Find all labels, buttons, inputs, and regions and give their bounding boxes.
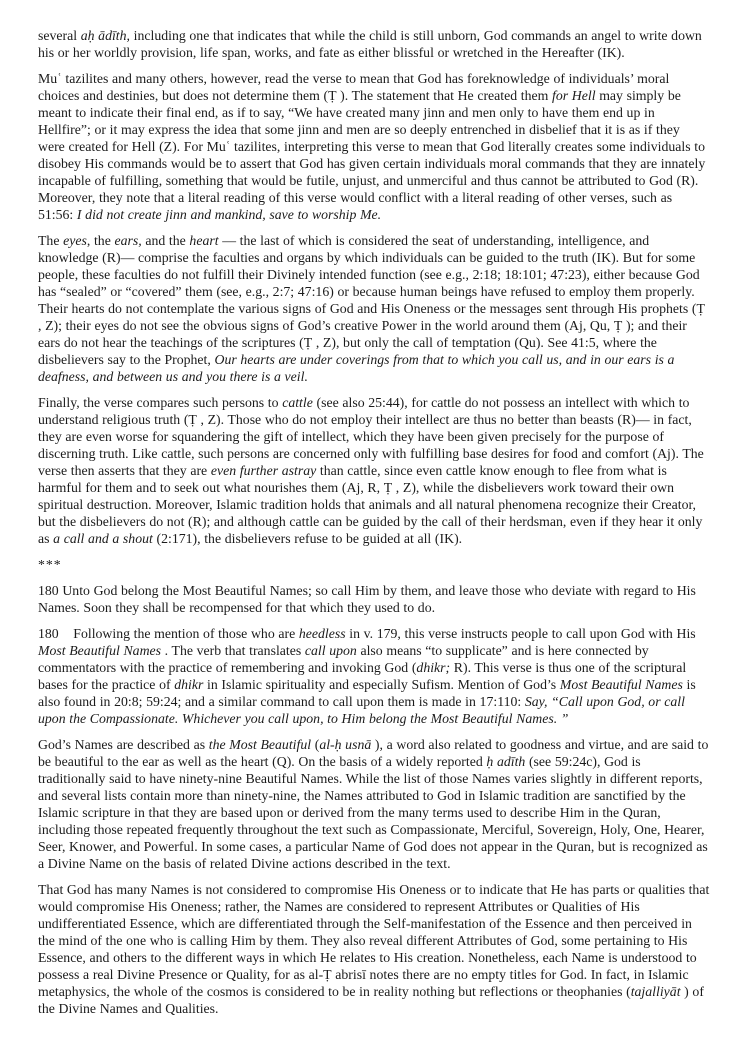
text-run: ) of the Divine Names and Qualities. (38, 984, 704, 1016)
italic-text-run: heedless (298, 626, 346, 641)
italic-text-run: call upon (304, 643, 357, 658)
text-run: in v. 179, this verse instructs people to call upon God with His (345, 626, 696, 641)
text-run: Finally, the verse compares such persons to (38, 395, 283, 410)
text-run: may simply be meant to indicate their final end, as if to say, “We have created many jinn and men only to have them end up in Hellfire”; or it may express the idea that some jinn and men are so deeply entrenched in disbelief that it is as if they were created for Hell (Z). For Muʿ tazilites, interpreting this verse to mean that God literally creates some individuals to disobey His commands would be to assert that God has given certain individuals moral commands that they are innately incapable of fulfilling, something that would be futile, unjust, and unmerciful and thus cannot be attributed to God (R). Moreover, they note that a literal reading of this verse would conflict with a literal reading of other verses, such as 51:56: (38, 88, 706, 222)
commentary-180 (38, 625, 710, 727)
document-content (38, 27, 710, 1017)
text-run: That God has many Names is not considered to compromise His Oneness or to indicate that He has parts or qualities that would compromise His Oneness; rather, the Names are considered to represent Attributes or Qualities of His undifferentiated Essence, which are differentiated through the Self-manifestation of the Essence and then perceived in the mind of the one who is calling Him by them. They also reveal different Attributes of God, some pertaining to His Essence, and others to the different ways in which He relates to His creation. Nonetheless, each Name is understood to possess a real Divine Presence or Quality, for as al-Ṭ abrisī notes there are no empty titles for God. In fact, in Islamic metaphysics, the whole of the cosmos is considered to be in reality nothing but reflections or theophanies ( (38, 882, 710, 999)
text-run: than cattle, since even cattle know enough to flee from what is harmful for them and to seek out what nourishes them (Aj, R, Ṭ , Z), while the disbelievers work toward their own spiritual destruction. Moreover, Islamic tradition holds that animals and all natural phenomena recognize their Creator, but the disbelievers do not (R); and although cattle can be guided by the call of their herdsman, even if they hear it only as (38, 463, 703, 546)
italic-text-run: I did not create jinn and mankind, save to worship Me. (76, 207, 382, 222)
italic-text-run: ḥ adīth (486, 754, 526, 769)
italic-text-run: Most Beautiful Names (559, 677, 683, 692)
italic-text-run: even further astray (210, 463, 317, 478)
italic-text-run: heart (189, 233, 219, 248)
paragraph-gods-names (38, 736, 710, 872)
text-run: several (38, 28, 81, 43)
text-run: (see also 25:44), for cattle do not possess an intellect with which to understand religious truth (Ṭ , Z). Those who do not employ their intellect are thus no better than beasts (R)— in fact, they are even worse for squandering the gift of intellect, which they have been given precisely for the purpose of discerning truth. Like cattle, such persons are concerned only with fulfilling base desires for food and comfort (Aj). The verse then asserts that they are (38, 395, 704, 478)
italic-text-run: ears, (114, 233, 142, 248)
italic-text-run: dhikr; (416, 660, 451, 675)
text-run: 180 Following the mention of those who are (38, 626, 299, 641)
text-run: (2:171), the disbelievers refuse to be guided at all (IK). (152, 531, 463, 546)
paragraph-eyes-ears-heart (38, 232, 710, 385)
text-run: in Islamic spirituality and especially Sufism. Mention of God’s (203, 677, 560, 692)
italic-text-run: a call and a shout (53, 531, 153, 546)
text-run: and the (141, 233, 190, 248)
text-run: — the last of which is considered the seat of understanding, intelligence, and knowledge (R)— comprise the faculties and organs by which individuals can be guided to the truth (IK). But for some people, these faculties do not fulfill their Divinely intended function (see e.g., 2:18; 18:101; 47:23), either because God has “sealed” or “covered” them (see, e.g., 2:7; 47:16) or because human beings have refused to employ them properly. Their hearts do not contemplate the various signs of God and His Oneness or the messages sent through His prophets (Ṭ , Z); their eyes do not see the obvious signs of God’s creative Power in the world around them (Aj, Qu, Ṭ ); and their ears do not hear the teachings of the scriptures (Ṭ , Z), but only the call of temptation (Qu). See 41:5, where the disbelievers say to the Prophet, (38, 233, 705, 367)
italic-text-run: dhikr (174, 677, 204, 692)
italic-text-run: the Most Beautiful (208, 737, 312, 752)
text-run: *** (38, 557, 62, 572)
italic-text-run: Our hearts are under coverings from that to which you call us, and in our ears is a deafness, and between us and you there is a veil. (38, 352, 675, 384)
text-run: (see 59:24c), God is traditionally said to have ninety-nine Beautiful Names. While the list of those Names varies slightly in different reports, and several lists contain more than ninety-nine, the Names attributed to God in Islamic tradition are sanctified by the Islamic scripture in that they are based upon or derived from the many terms used to describe Him in the Quran, including those repeated frequently throughout the text such as Compassionate, Merciful, Sovereign, Holy, One, Hearer, Seer, Knower, and Powerful. In some cases, a particular Name of God does not appear in the Quran, but is recognized as a Divine Name on the basis of related Divine actions described in the text. (38, 754, 708, 871)
text-run: Muʿ tazilites and many others, however, read the verse to mean that God has foreknowledge of individuals’ moral choices and destinies, but does not determine them (Ṭ ). The statement that He created them (38, 71, 670, 103)
text-run: The (38, 233, 64, 248)
text-run: God’s Names are described as (38, 737, 209, 752)
verse-180-text (38, 582, 710, 616)
italic-text-run: aḥ ādīth, (80, 28, 130, 43)
text-run: ), a word also related to goodness and virtue, and are said to be beautiful to the ear as well as the heart (Q). On the basis of a widely reported (38, 737, 709, 769)
italic-text-run: Say, “Call upon God, or call upon the Compassionate. Whichever you call upon, to Him belong the Most Beautiful Names. ” (38, 694, 685, 726)
section-separator (38, 556, 710, 573)
text-run: . The verb that translates (161, 643, 305, 658)
paragraph-ahadith (38, 27, 710, 61)
text-run: also means “to supplicate” and is here connected by commentators with the practice of remembering and invoking God ( (38, 643, 649, 675)
text-run: 180 Unto God belong the Most Beautiful Names; so call Him by them, and leave those who deviate with regard to His Names. Soon they shall be recompensed for that which they used to do. (38, 583, 696, 615)
text-run: including one that indicates that while the child is still unborn, God commands an angel to write down his or her worldly provision, life span, works, and fate as either blissful or wretched in the Hereafter (IK). (38, 28, 702, 60)
italic-text-run: eyes (63, 233, 87, 248)
italic-text-run: Most Beautiful Names (38, 643, 162, 658)
italic-text-run: al-ḥ usnā (319, 737, 372, 752)
italic-text-run: for Hell (552, 88, 596, 103)
text-run: ( (311, 737, 320, 752)
text-run: is also found in 20:8; 59:24; and a similar command to call upon them is made in 17:110: (38, 677, 696, 709)
italic-text-run: cattle (282, 395, 313, 410)
italic-text-run: tajalliyāt (630, 984, 681, 999)
paragraph-mutazilites (38, 70, 710, 223)
paragraph-cattle (38, 394, 710, 547)
paragraph-oneness (38, 881, 710, 1017)
text-run: R). This verse is thus one of the scriptural bases for the practice of (38, 660, 687, 692)
text-run: , the (86, 233, 115, 248)
